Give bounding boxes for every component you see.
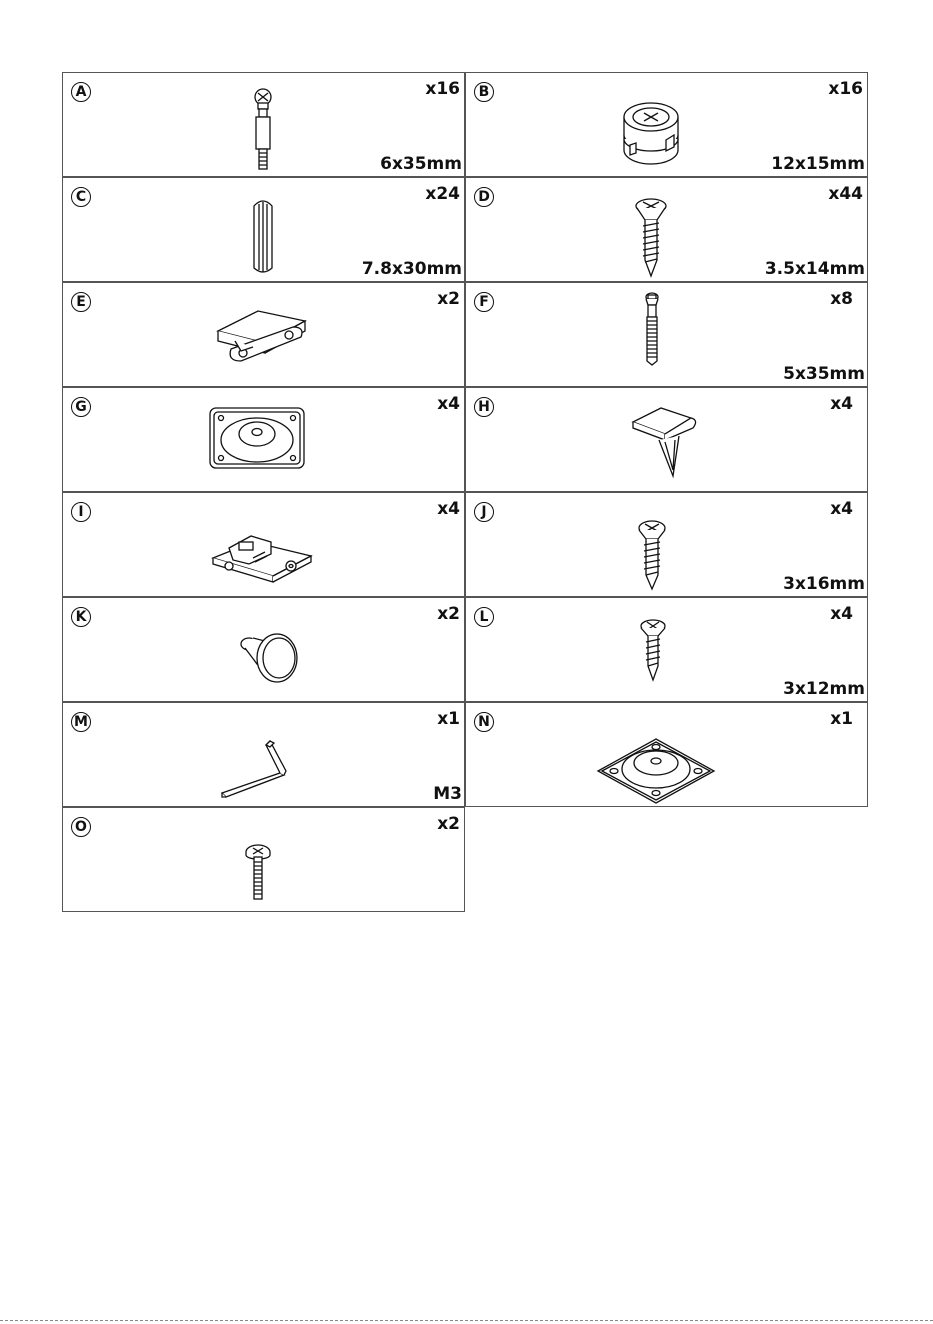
part-quantity: x2	[437, 814, 460, 834]
shelf-support-icon	[631, 404, 703, 479]
part-cell-h	[465, 387, 868, 492]
part-quantity: x4	[830, 394, 853, 414]
part-size: 3x12mm	[783, 679, 865, 699]
part-letter: J	[474, 502, 494, 522]
part-size: 7.8x30mm	[361, 259, 462, 279]
part-quantity: x16	[828, 79, 863, 99]
part-quantity: x2	[437, 289, 460, 309]
part-cell-b	[465, 72, 868, 177]
part-size: 12x15mm	[771, 154, 865, 174]
part-letter: C	[71, 187, 91, 207]
part-cell-m	[62, 702, 465, 807]
part-letter: E	[71, 292, 91, 312]
part-quantity: x24	[425, 184, 460, 204]
part-quantity: x44	[828, 184, 863, 204]
part-letter: L	[474, 607, 494, 627]
part-cell-e	[62, 282, 465, 387]
part-letter: O	[71, 817, 91, 837]
part-quantity: x2	[437, 604, 460, 624]
part-size: 3x16mm	[783, 574, 865, 594]
part-letter: A	[71, 82, 91, 102]
part-cell-c	[62, 177, 465, 282]
part-cell-l	[465, 597, 868, 702]
mounting-plate-icon	[596, 735, 716, 807]
knob-icon	[235, 628, 301, 686]
part-quantity: x4	[830, 604, 853, 624]
part-letter: D	[474, 187, 494, 207]
part-cell-n	[465, 702, 868, 807]
part-size: 5x35mm	[783, 364, 865, 384]
machine-screw-icon	[243, 842, 273, 904]
part-letter: I	[71, 502, 91, 522]
part-size: 6x35mm	[380, 154, 462, 174]
hinge-icon	[193, 528, 323, 588]
part-letter: H	[474, 397, 494, 417]
part-cell-k	[62, 597, 465, 702]
part-letter: B	[474, 82, 494, 102]
part-size: 3.5x14mm	[764, 259, 865, 279]
part-cell-j	[465, 492, 868, 597]
part-quantity: x1	[437, 709, 460, 729]
part-letter: M	[71, 712, 91, 732]
part-quantity: x4	[437, 394, 460, 414]
part-quantity: x16	[425, 79, 460, 99]
part-cell-f	[465, 282, 868, 387]
part-cell-d	[465, 177, 868, 282]
cam-bolt-icon	[238, 85, 288, 175]
part-quantity: x4	[830, 499, 853, 519]
part-cell-o	[62, 807, 465, 912]
part-cell-i	[62, 492, 465, 597]
part-letter: F	[474, 292, 494, 312]
wood-screw-icon	[631, 196, 671, 281]
cam-lock-icon	[616, 95, 686, 170]
part-quantity: x1	[830, 709, 853, 729]
leg-plate-icon	[208, 406, 308, 476]
allen-key-icon	[218, 731, 298, 803]
part-size: M3	[433, 784, 462, 804]
wood-screw-icon	[637, 618, 669, 684]
part-cell-g	[62, 387, 465, 492]
part-letter: K	[71, 607, 91, 627]
wood-screw-icon	[634, 519, 670, 593]
page-bottom-border	[0, 1320, 933, 1321]
magnetic-catch-icon	[213, 301, 313, 376]
wooden-dowel-icon	[243, 196, 283, 278]
part-cell-a	[62, 72, 465, 177]
part-quantity: x8	[830, 289, 853, 309]
part-letter: N	[474, 712, 494, 732]
part-letter: G	[71, 397, 91, 417]
confirmat-screw-icon	[638, 291, 666, 366]
part-quantity: x4	[437, 499, 460, 519]
